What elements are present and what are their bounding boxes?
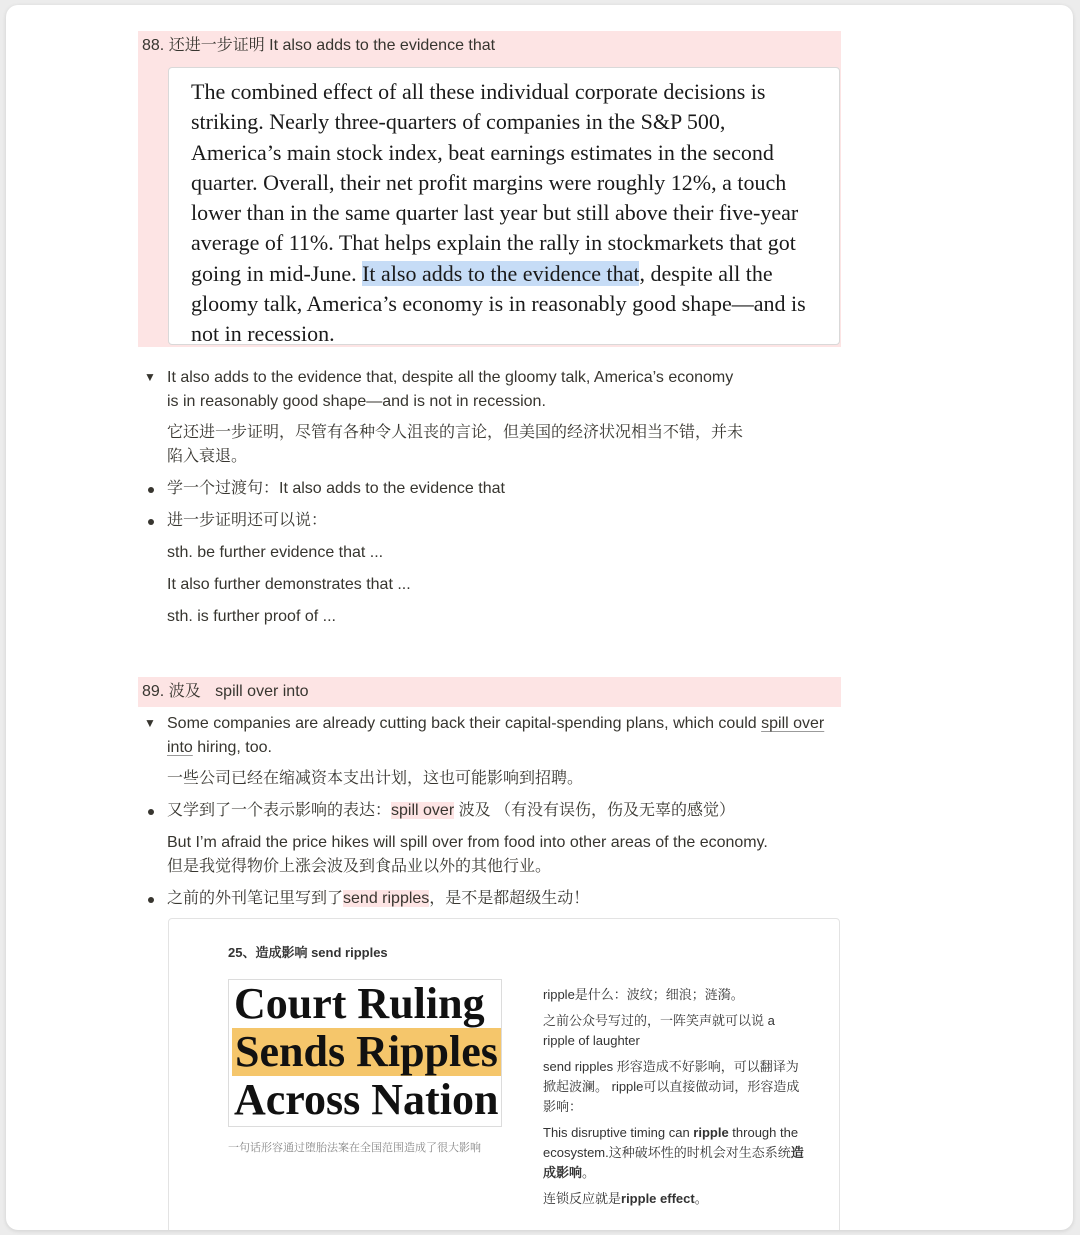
note-title: 25、造成影响 send ripples <box>228 945 388 960</box>
heading-88-number: 88. <box>142 37 165 54</box>
bullet-89-2 <box>167 887 589 911</box>
toggle-88-line1: It also adds to the evidence that, despite all the gloomy talk, America’s economy <box>167 369 734 386</box>
note-bold: 造 <box>790 1145 804 1160</box>
note-bold: ripple <box>693 1125 729 1140</box>
headline-line-1: Court Ruling <box>234 979 485 1028</box>
toggle-89-line2 <box>167 736 272 760</box>
bullet-text: 又学到了一个表示影响的表达： <box>167 802 392 819</box>
note-p4 <box>543 1143 833 1163</box>
translation-line2: 陷入衰退。 <box>167 448 248 465</box>
bullet-text: ，是不是都超级生动！ <box>429 890 590 907</box>
highlight-phrase: spill over <box>391 802 455 819</box>
alt-expression-2: It also further demonstrates that ... <box>167 576 411 593</box>
example-en: But I’m afraid the price hikes will spill over from food into other areas of the economy. <box>167 834 768 851</box>
bullet-dot-icon <box>148 897 154 903</box>
excerpt-line: lower than in the same quarter last year but still above their five-year <box>191 200 799 226</box>
note-bold: 成影响 <box>543 1165 583 1180</box>
toggle-triangle-icon[interactable]: ▼ <box>144 716 156 730</box>
excerpt-line: striking. Nearly three-quarters of companies in the S&P 500, <box>191 109 726 135</box>
underlined-phrase: into <box>167 739 193 756</box>
excerpt-text: going in mid-June. <box>191 260 363 286</box>
bullet-88-1: 学一个过渡句：It also adds to the evidence that <box>167 480 505 497</box>
example-cn: 但是我觉得物价上涨会波及到食品业以外的其他行业。 <box>167 858 552 875</box>
note-text: through the <box>728 1125 799 1140</box>
bullet-text: 波及 （有没有误伤，伤及无辜的感觉） <box>454 802 736 819</box>
note-p4 <box>543 1163 833 1183</box>
headline-line-2: Sends Ripples <box>232 1028 501 1076</box>
alt-expression-3: sth. is further proof of ... <box>167 608 336 625</box>
note-p5 <box>543 1189 833 1209</box>
excerpt-line: America’s main stock index, beat earnings estimates in the second <box>191 139 774 165</box>
note-text: ecosystem.这种破坏性的时机会对生态系统 <box>543 1145 791 1160</box>
excerpt-line: not in recession. <box>191 321 335 347</box>
note-text: 。 <box>694 1191 708 1206</box>
note-p2: 之前公众号写过的，一阵笑声就可以说 a <box>543 1013 775 1028</box>
note-p1: ripple是什么：波纹；细浪；涟漪。 <box>543 987 744 1002</box>
heading-89-en: spill over into <box>215 683 309 700</box>
heading-88-en: It also adds to the evidence that <box>269 37 496 54</box>
note-text: This disruptive timing can <box>543 1125 694 1140</box>
heading-89-number: 89. <box>142 683 165 700</box>
page-card <box>6 5 1073 1230</box>
excerpt-highlight[interactable]: It also adds to the evidence that <box>362 260 640 286</box>
newspaper-headline <box>228 979 502 1127</box>
bullet-text: 之前的外刊笔记里写到了 <box>167 890 344 907</box>
highlight-phrase: send ripples <box>343 890 430 907</box>
heading-88-cn: 还进一步证明 <box>168 37 265 54</box>
excerpt-line: The combined effect of all these individual corporate decisions is <box>191 79 766 104</box>
excerpt-line: quarter. Overall, their net profit margins were roughly 12%, a touch <box>191 169 787 195</box>
headline-line-3: Across Nation <box>234 1075 499 1124</box>
note-p4 <box>543 1123 833 1143</box>
bullet-88-2: 进一步证明还可以说： <box>167 512 328 529</box>
toggle-triangle-icon[interactable]: ▼ <box>144 370 156 384</box>
toggle-89-text: Some companies are already cutting back their capital-spending plans, which could <box>167 715 762 732</box>
heading-89 <box>138 677 841 707</box>
article-excerpt <box>168 67 840 345</box>
note-bold: ripple effect <box>621 1191 695 1206</box>
bullet-dot-icon <box>148 809 154 815</box>
bullet-dot-icon <box>148 519 154 525</box>
alt-expression-1: sth. be further evidence that ... <box>167 544 384 561</box>
excerpt-line <box>191 259 827 289</box>
note-p3: send ripples 形容造成不好影响，可以翻译为 <box>543 1059 799 1074</box>
underlined-phrase: spill over <box>761 715 825 732</box>
excerpt-line: gloomy talk, America’s economy is in reasonably good shape—and is <box>191 291 806 317</box>
note-image[interactable] <box>168 918 840 1230</box>
toggle-89-line1 <box>167 712 824 736</box>
heading-89-cn: 波及 <box>168 683 201 700</box>
note-p3: 影响： <box>543 1099 583 1114</box>
note-text: 。 <box>582 1165 596 1180</box>
excerpt-text: , despite all the <box>639 260 773 286</box>
headline-caption: 一句话形容通过堕胎法案在全国范围造成了很大影响 <box>228 1142 481 1154</box>
translation-89: 一些公司已经在缩减资本支出计划，这也可能影响到招聘。 <box>167 770 584 787</box>
note-text: 连锁反应就是 <box>543 1191 622 1206</box>
toggle-88-line2: is in reasonably good shape—and is not in recession. <box>167 393 546 410</box>
excerpt-line: average of 11%. That helps explain the rally in stockmarkets that got <box>191 230 796 256</box>
note-p2: ripple of laughter <box>543 1033 640 1048</box>
toggle-89-text: hiring, too. <box>192 739 272 756</box>
heading-88 <box>138 31 841 61</box>
note-paragraphs <box>543 985 833 1209</box>
bullet-dot-icon <box>148 487 154 493</box>
note-p3: 掀起波澜。 ripple可以直接做动词，形容造成 <box>543 1079 800 1094</box>
translation-line1: 它还进一步证明，尽管有各种令人沮丧的言论，但美国的经济状况相当不错，并未 <box>167 424 744 441</box>
bullet-89-1 <box>167 799 735 823</box>
